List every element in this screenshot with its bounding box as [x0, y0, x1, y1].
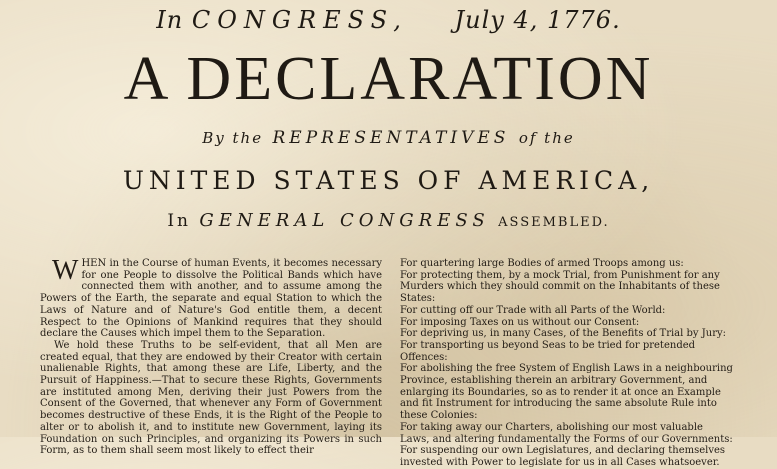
grievance-item: For cutting off our Trade with all Parts of the World:: [400, 304, 666, 316]
date-text: July 4, 1776.: [454, 6, 621, 34]
of-the-text: of the: [518, 129, 575, 147]
assembled-text: ASSEMBLED.: [498, 215, 610, 230]
grievance-item: For suspending our own Legislatures, and declaring themselves invested with Power to legislate for us in all Cases whatsoever.: [400, 445, 726, 468]
in-word: In: [156, 6, 184, 34]
grievance-item: For imposing Taxes on us without our Consent:: [400, 316, 640, 328]
left-text-column: [40, 255, 382, 457]
grievance-item: For abolishing the free System of English Laws in a neighbouring Province, establishing therein an arbitrary Government, and enlarging its Boundaries, so as to render it at once an Example and fit Instrument for introducing the same absolute Rule into these Colonies:: [400, 363, 733, 422]
drop-cap-letter: W: [52, 255, 79, 286]
congress-date-line: [0, 6, 777, 34]
document-title: A DECLARATION: [123, 45, 654, 113]
united-states-line: UNITED STATES OF AMERICA,: [122, 166, 655, 195]
by-the-text: By the: [202, 129, 264, 147]
assembled-line: [0, 210, 777, 231]
grievance-item: For depriving us, in many Cases, of the Benefits of Trial by Jury:: [400, 328, 726, 340]
preamble-paragraph: [40, 255, 382, 340]
grievance-item: For transporting us beyond Seas to be tried for pretended Offences:: [400, 339, 696, 363]
general-congress-text: GENERAL CONGRESS: [199, 210, 490, 231]
grievance-item: For taking away our Charters, abolishing our most valuable Laws, and altering fundamentally the Forms of our Governments:: [400, 421, 733, 445]
representatives-text: REPRESENTATIVES: [272, 128, 510, 148]
right-text-column: [398, 258, 734, 469]
preamble-text: HEN in the Course of human Events, it becomes necessary for one People to dissolve the Political Bands which have connected them with another, and to assume among the Powers of the Earth, the separate and equal Station to which the Laws of Nature and of Nature's God entitle them, a decent Respect to the Opinions of Mankind requires that they should declare the Causes which impel them to the Separation.: [40, 258, 382, 340]
grievance-item: For quartering large Bodies of armed Troops among us:: [400, 258, 684, 269]
in-text: In: [167, 211, 191, 231]
truths-paragraph: We hold these Truths to be self-evident, that all Men are created equal, that they are endowed by their Creator with certain unalienable Rights, that among these are Life, Liberty, and the Pursuit of Happiness.—That to secure these Rights, Governments are instituted among Men, deriving their just Powers from the Consent of the Governed, that whenever any Form of Government becomes destructive of these Ends, it is the Right of the People to alter or to abolish it, and to institute new Government, laying its Foundation on such Principles, and organizing its Powers in such Form, as to them shall seem most likely to effect their: [40, 339, 382, 457]
congress-word: CONGRESS,: [191, 6, 408, 34]
representatives-line: [0, 128, 777, 148]
grievance-item: For protecting them, by a mock Trial, from Punishment for any Murders which they should commit on the Inhabitants of these States:: [400, 269, 720, 305]
